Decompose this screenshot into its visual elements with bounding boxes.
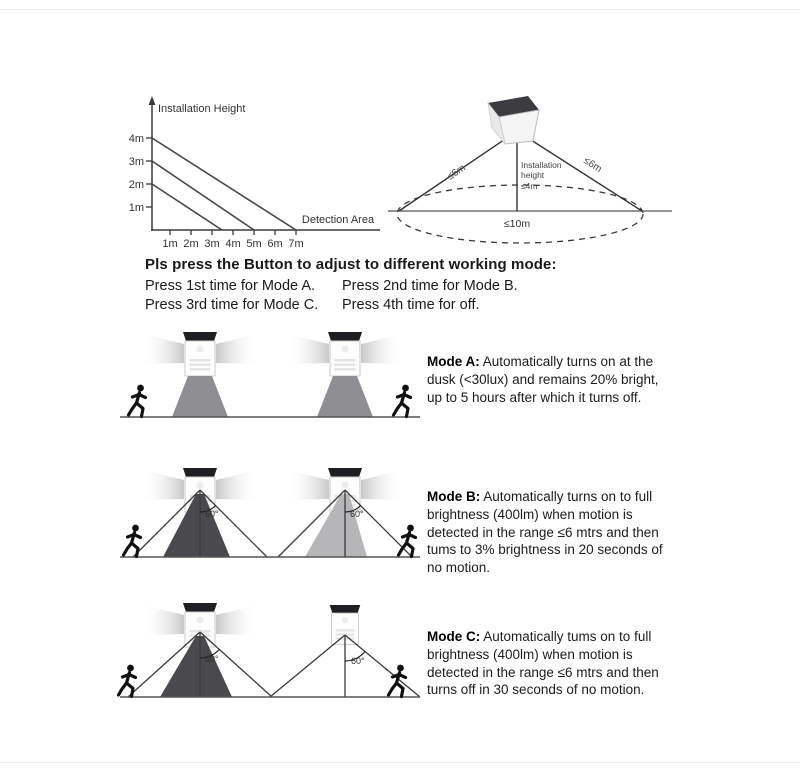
height-label-line1: Installation	[521, 160, 562, 170]
y-tick-3m: 3m	[128, 156, 144, 168]
button-instructions	[145, 256, 615, 313]
press-2nd-text: Press 2nd time for Mode B.	[342, 278, 518, 294]
angle-label: 60°	[205, 509, 219, 519]
mode-a-light-1	[142, 332, 258, 376]
mode-a-title: Mode A:	[427, 354, 480, 369]
base-range-label: ≤10m	[503, 218, 531, 230]
chart-series-lines	[152, 138, 296, 230]
x-tick-1m: 1m	[162, 238, 178, 250]
mode-b-detection-triangle-1	[133, 490, 267, 557]
y-axis-arrow	[149, 96, 156, 105]
instructions-row-2	[145, 297, 615, 313]
mode-b-beam-1	[163, 494, 230, 557]
mode-c-beam-1	[160, 636, 232, 697]
instructions-heading: Pls press the Button to adjust to different working mode:	[145, 256, 557, 273]
mode-a-body: Automatically turns on at the dusk (<30lux) and remains 20% bright, up to 5 hours after which it turns off.	[427, 354, 659, 405]
mode-a-illustration	[120, 332, 420, 417]
instructions-row-1	[145, 278, 615, 294]
angle-label: 60°	[351, 656, 365, 666]
runner-icon	[389, 665, 406, 697]
y-tick-4m: 4m	[128, 133, 144, 145]
wall-light	[328, 332, 362, 376]
runner-icon	[129, 385, 146, 417]
mode-b-title: Mode B:	[427, 489, 481, 504]
press-4th-text: Press 4th time for off.	[342, 297, 480, 313]
x-tick-5m: 5m	[246, 238, 262, 250]
x-axis-label: Detection Area	[301, 214, 375, 226]
mode-b-detection-triangle-2	[278, 490, 412, 557]
chart-title: Installation Height	[158, 103, 246, 115]
angle-label: 60°	[205, 654, 219, 664]
x-tick-6m: 6m	[267, 238, 283, 250]
runner-icon	[394, 385, 411, 417]
mode-b-body: Automatically turns on to full brightness (400lm) when motion is detected in the range ≤6 mtrs and then tums to 3% brightness in 20 seconds of no motion.	[427, 489, 663, 576]
x-tick-3m: 3m	[204, 238, 220, 250]
x-tick-2m: 2m	[183, 238, 199, 250]
y-tick-marks	[146, 138, 152, 207]
mode-a-light-2	[287, 332, 403, 376]
detection-range-diagram	[388, 96, 672, 243]
mounted-light-illustration	[488, 96, 539, 144]
runner-icon	[119, 665, 136, 697]
wall-light	[183, 332, 217, 376]
runner-icon	[124, 525, 141, 557]
mode-a-beam-2	[317, 376, 373, 417]
installation-height-chart	[129, 96, 380, 250]
mode-c-body: Automatically tums on to full brightness (400lm) when motion is detected in the range ≤6 mtrs and then turns off in 30 seconds of no motion.	[427, 629, 659, 698]
y-tick-2m: 2m	[128, 179, 144, 191]
mode-c-description	[427, 628, 675, 699]
mode-b-description	[427, 488, 675, 577]
press-3rd-text: Press 3rd time for Mode C.	[145, 297, 319, 313]
press-1st-text: Press 1st time for Mode A.	[145, 278, 316, 294]
x-tick-7m: 7m	[288, 238, 304, 250]
x-tick-4m: 4m	[225, 238, 241, 250]
mode-c-detection-triangle-2	[270, 635, 420, 697]
y-tick-1m: 1m	[128, 202, 144, 214]
mode-c-detection-triangle-1	[128, 632, 272, 697]
height-label-line3: ≤4m	[521, 181, 538, 191]
mode-a-description	[427, 353, 675, 406]
angle-label: 60°	[350, 509, 364, 519]
mode-c-illustration	[119, 603, 421, 697]
right-range-label: ≤6m	[581, 155, 604, 176]
left-range-label: ≤6m	[445, 162, 468, 183]
height-label-line2: height	[521, 170, 545, 180]
mode-b-illustration	[120, 468, 420, 557]
mode-c-title: Mode C:	[427, 629, 481, 644]
mode-a-beam-1	[172, 376, 228, 417]
detection-ellipse	[397, 185, 643, 243]
